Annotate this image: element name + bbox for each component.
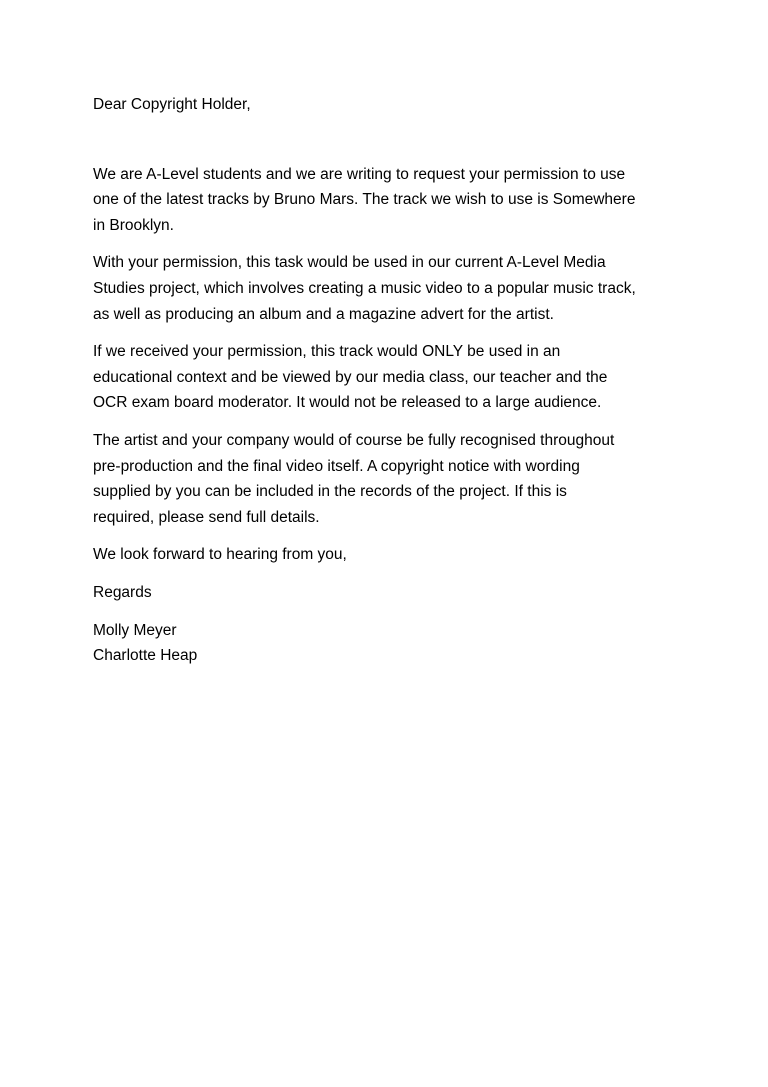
signatory-name: Molly Meyer bbox=[93, 621, 177, 639]
paragraph-line: OCR exam board moderator. It would not be released to a large audience. bbox=[93, 394, 602, 412]
greeting: Dear Copyright Holder, bbox=[93, 96, 251, 113]
paragraph-line: Studies project, which involves creating a music video to a popular music track, bbox=[93, 279, 636, 297]
paragraph-credit bbox=[93, 428, 693, 530]
sign-off: Regards bbox=[93, 583, 152, 601]
paragraph-line: educational context and be viewed by our media class, our teacher and the bbox=[93, 368, 608, 386]
paragraph-line: We are A-Level students and we are writing to request your permission to use bbox=[93, 165, 626, 183]
paragraph-line: pre-production and the final video itself. A copyright notice with wording bbox=[93, 457, 580, 475]
paragraph-line: The artist and your company would of course be fully recognised throughout bbox=[93, 431, 615, 449]
closing-line: We look forward to hearing from you, bbox=[93, 546, 347, 564]
paragraph-restrictions bbox=[93, 339, 693, 416]
signatory-name: Charlotte Heap bbox=[93, 647, 198, 665]
paragraph-line: required, please send full details. bbox=[93, 508, 320, 526]
paragraph-line: If we received your permission, this track would ONLY be used in an bbox=[93, 343, 561, 361]
paragraph-line: With your permission, this task would be used in our current A-Level Media bbox=[93, 254, 606, 272]
paragraph-line: in Brooklyn. bbox=[93, 216, 174, 234]
paragraph-line: one of the latest tracks by Bruno Mars. The track we wish to use is Somewhere bbox=[93, 191, 636, 209]
paragraph-line: as well as producing an album and a magazine advert for the artist. bbox=[93, 305, 554, 323]
letter-body bbox=[93, 92, 693, 669]
paragraph-request bbox=[93, 162, 693, 239]
paragraph-usage bbox=[93, 250, 693, 327]
paragraph-line: supplied by you can be included in the records of the project. If this is bbox=[93, 483, 567, 501]
signature-block bbox=[93, 618, 693, 669]
